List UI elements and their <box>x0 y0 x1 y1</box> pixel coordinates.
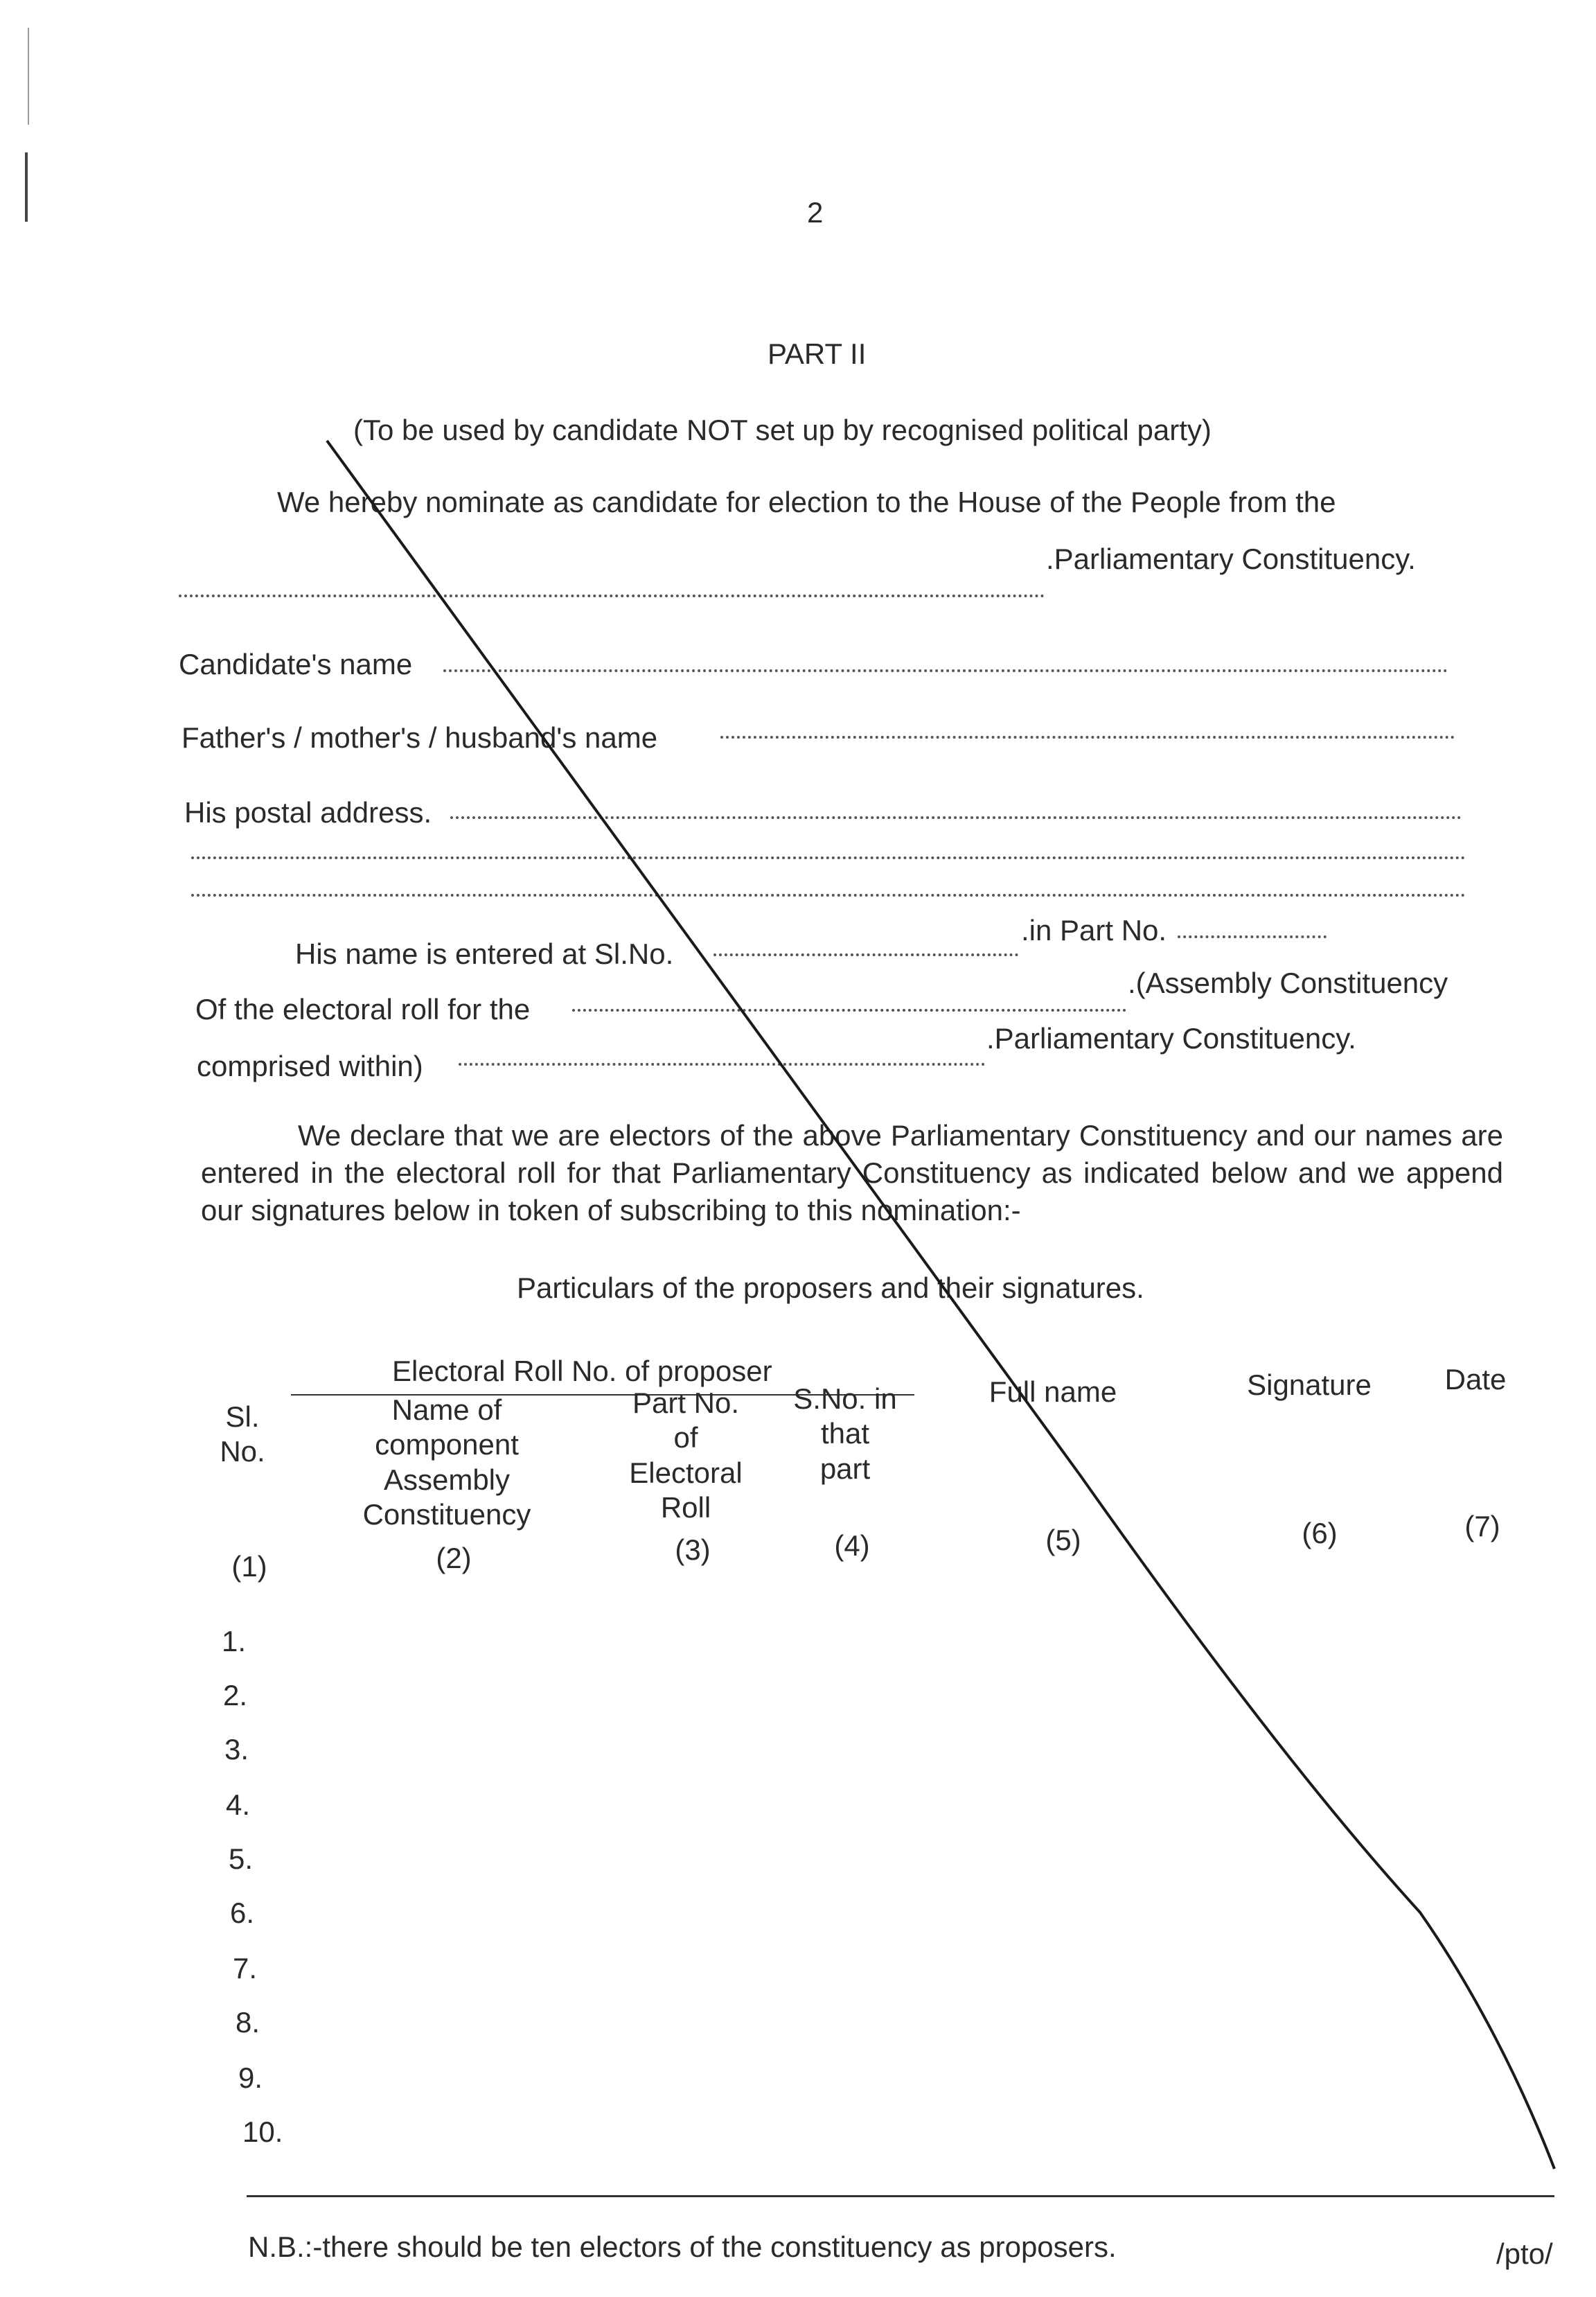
col-num-2: (2) <box>436 1542 472 1574</box>
relative-name-label: Father's / mother's / husband's name <box>181 721 658 754</box>
page-number: 2 <box>807 196 824 229</box>
col-header-date: Date <box>1444 1363 1507 1396</box>
row-number: 3. <box>224 1733 249 1766</box>
col-num-6: (6) <box>1302 1517 1338 1549</box>
candidate-name-label: Candidate's name <box>179 648 413 680</box>
row-number: 4. <box>226 1788 251 1821</box>
col-num-5: (5) <box>1045 1524 1081 1556</box>
row-number: 7. <box>233 1952 258 1984</box>
row-number: 2. <box>223 1679 248 1711</box>
serial-number-label: His name is entered at Sl.No. <box>295 938 674 970</box>
col-num-4: (4) <box>834 1529 870 1562</box>
col-num-7: (7) <box>1464 1510 1500 1542</box>
col-header-assembly: Name of component Assembly Constituency <box>362 1393 531 1531</box>
subtitle: (To be used by candidate NOT set up by recognised political party) <box>353 414 1212 446</box>
part-title: PART II <box>768 337 867 370</box>
constituency-label: .Parliamentary Constituency. <box>1046 543 1416 575</box>
postal-address-label: His postal address. <box>184 796 432 829</box>
declaration-text: We declare that we are electors of the above Parliamentary Constituency and our names are entered in the electoral roll for that Parliamentary Constituency as indicated below and we append our signatures below in token of subscribing to this nomination:- <box>201 1119 1503 1226</box>
col-header-sl-no: Sl. No. <box>220 1400 265 1468</box>
electoral-roll-label: Of the electoral roll for the <box>195 993 531 1026</box>
col-num-3: (3) <box>675 1533 711 1566</box>
part-number-label: .in Part No. <box>1021 914 1167 947</box>
col-header-part-no: Part No. of Electoral Roll <box>629 1387 743 1524</box>
comprised-label: comprised within) <box>197 1050 423 1082</box>
row-number: 1. <box>222 1625 247 1657</box>
row-number: 10. <box>242 2115 283 2148</box>
group-header: Electoral Roll No. of proposer <box>392 1355 772 1387</box>
row-number: 6. <box>230 1896 255 1929</box>
col-num-1: (1) <box>231 1550 267 1583</box>
row-number: 5. <box>229 1842 254 1875</box>
particulars-heading: Particulars of the proposers and their signatures. <box>517 1271 1144 1304</box>
col-header-full-name: Full name <box>988 1375 1117 1408</box>
pto-label: /pto/ <box>1496 2237 1553 2270</box>
nomination-line: We hereby nominate as candidate for election to the House of the People from the <box>277 486 1336 518</box>
footnote: N.B.:-there should be ten electors of the constituency as proposers. <box>248 2230 1117 2263</box>
row-number: 9. <box>238 2061 263 2094</box>
row-number: 8. <box>236 2006 260 2039</box>
assembly-label: .(Assembly Constituency <box>1128 967 1448 999</box>
col-header-signature: Signature <box>1247 1368 1372 1401</box>
col-header-sno: S.No. in that part <box>793 1382 897 1485</box>
parliamentary-label: .Parliamentary Constituency. <box>986 1022 1356 1055</box>
